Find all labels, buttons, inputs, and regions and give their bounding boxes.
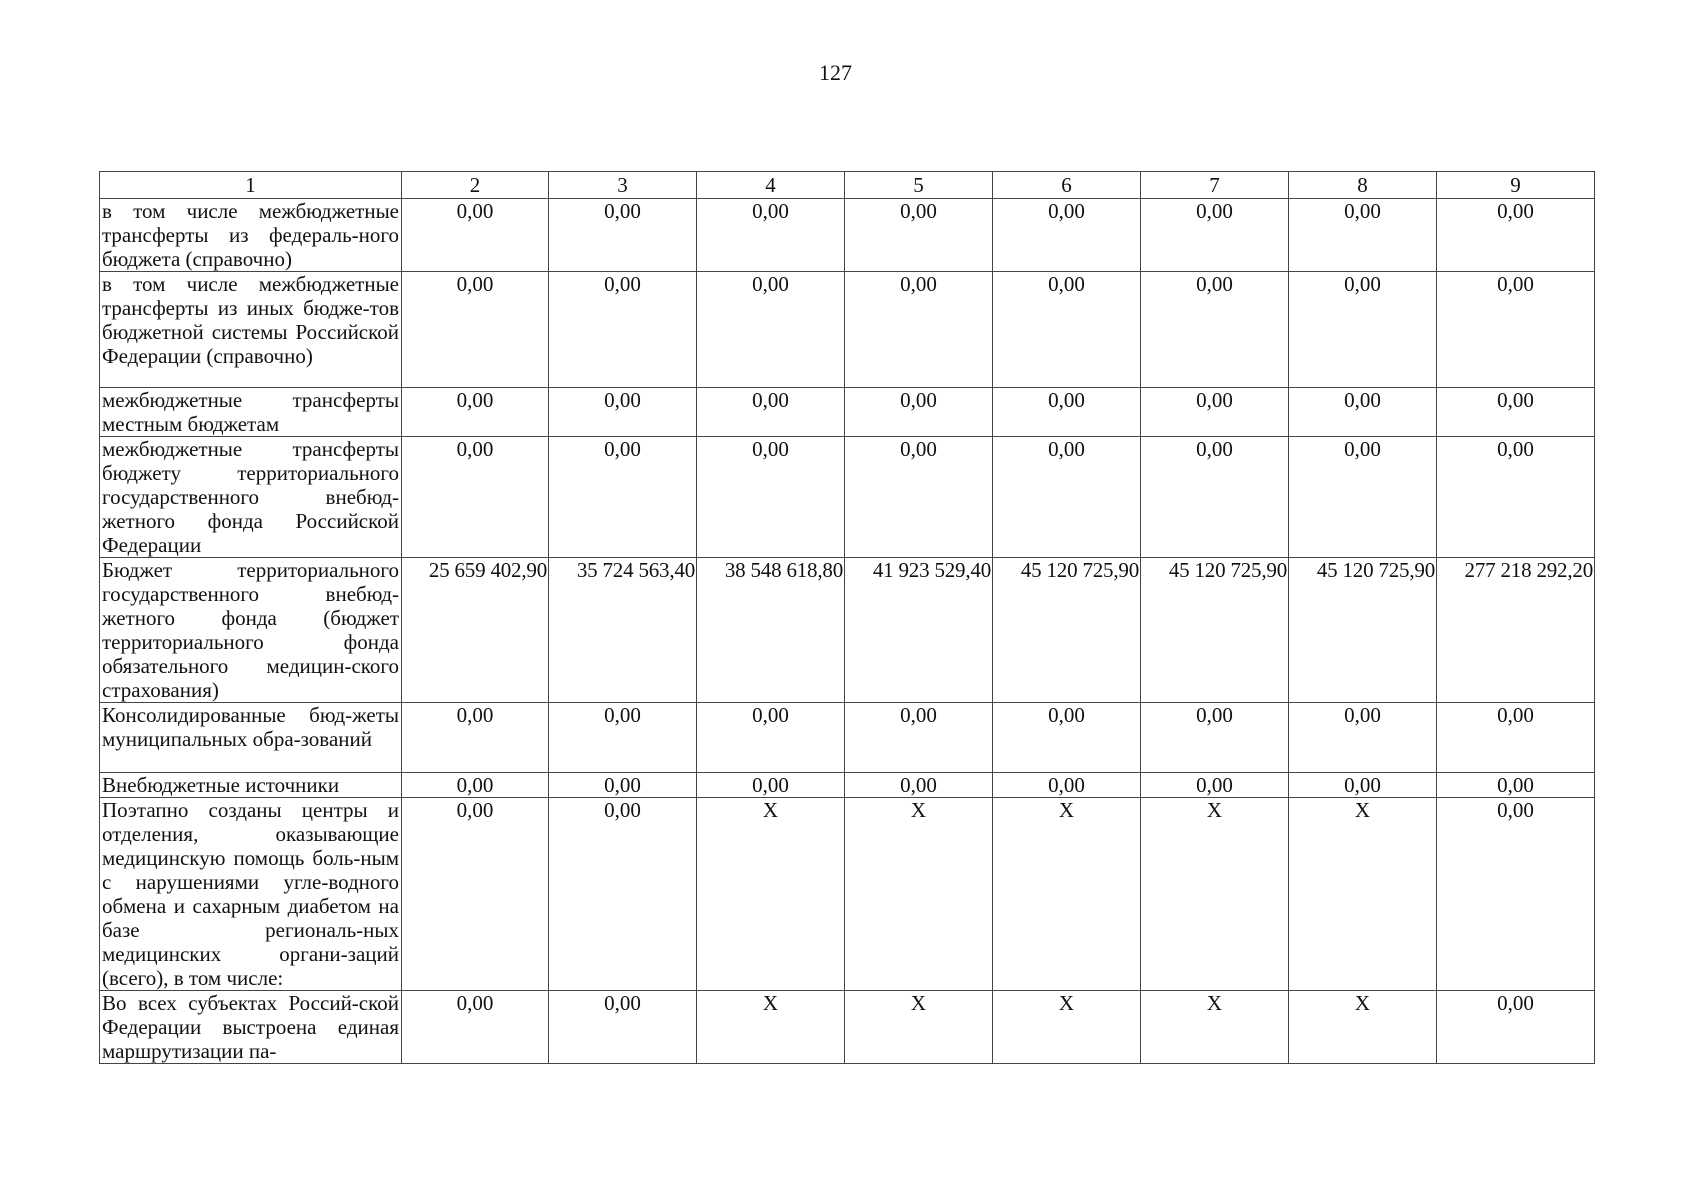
value-cell: 0,00 — [845, 272, 993, 388]
value-cell: 0,00 — [697, 437, 845, 558]
column-number: 6 — [993, 172, 1141, 199]
value-cell: 0,00 — [402, 437, 549, 558]
column-number-row — [100, 172, 1595, 199]
value-cell: 0,00 — [1437, 437, 1595, 558]
row-label: межбюджетные трансферты местным бюджетам — [100, 388, 402, 437]
value-cell: 0,00 — [845, 773, 993, 798]
value-cell: 0,00 — [993, 388, 1141, 437]
value-cell: 0,00 — [1289, 437, 1437, 558]
table-row — [100, 437, 1595, 558]
value-cell: 0,00 — [845, 703, 993, 773]
table-row — [100, 773, 1595, 798]
row-label: Внебюджетные источники — [100, 773, 402, 798]
value-cell: 0,00 — [993, 437, 1141, 558]
value-cell: 0,00 — [845, 199, 993, 272]
value-cell: 0,00 — [1437, 199, 1595, 272]
value-cell: X — [845, 798, 993, 991]
value-cell: X — [1141, 798, 1289, 991]
value-cell: X — [1141, 991, 1289, 1064]
column-number: 8 — [1289, 172, 1437, 199]
table-row — [100, 558, 1595, 703]
value-cell: 0,00 — [697, 199, 845, 272]
value-cell: 0,00 — [993, 199, 1141, 272]
table-row — [100, 991, 1595, 1064]
value-cell: 0,00 — [1437, 991, 1595, 1064]
value-cell: 0,00 — [1289, 388, 1437, 437]
value-cell: 41 923 529,40 — [845, 558, 993, 703]
value-cell: 0,00 — [697, 703, 845, 773]
value-cell: 0,00 — [402, 798, 549, 991]
value-cell: 35 724 563,40 — [549, 558, 697, 703]
table-row — [100, 703, 1595, 773]
row-label: Бюджет территориального государственного внебюд-жетного фонда (бюджет территориального фонда обязательного медицин-ского страхования) — [100, 558, 402, 703]
value-cell: 0,00 — [402, 388, 549, 437]
value-cell: 0,00 — [549, 798, 697, 991]
value-cell: 0,00 — [1289, 272, 1437, 388]
column-number: 5 — [845, 172, 993, 199]
column-number: 2 — [402, 172, 549, 199]
value-cell: X — [993, 991, 1141, 1064]
value-cell: X — [993, 798, 1141, 991]
value-cell: 0,00 — [549, 773, 697, 798]
value-cell: 0,00 — [1437, 388, 1595, 437]
row-label: Консолидированные бюд-жеты муниципальных обра-зований — [100, 703, 402, 773]
value-cell: 25 659 402,90 — [402, 558, 549, 703]
value-cell: 0,00 — [1437, 272, 1595, 388]
value-cell: 0,00 — [549, 199, 697, 272]
value-cell: 0,00 — [1289, 703, 1437, 773]
value-cell: 0,00 — [697, 773, 845, 798]
value-cell: 0,00 — [845, 388, 993, 437]
value-cell: 45 120 725,90 — [993, 558, 1141, 703]
value-cell: 0,00 — [402, 199, 549, 272]
value-cell: 0,00 — [402, 773, 549, 798]
column-number: 1 — [100, 172, 402, 199]
row-label: в том числе межбюджетные трансферты из федераль-ного бюджета (справочно) — [100, 199, 402, 272]
value-cell: 0,00 — [993, 703, 1141, 773]
column-number: 7 — [1141, 172, 1289, 199]
column-number: 4 — [697, 172, 845, 199]
budget-table — [99, 171, 1595, 1064]
table-row — [100, 199, 1595, 272]
value-cell: X — [1289, 798, 1437, 991]
value-cell: 0,00 — [1437, 703, 1595, 773]
value-cell: 0,00 — [549, 272, 697, 388]
row-label: Поэтапно созданы центры и отделения, оказывающие медицинскую помощь боль-ным с нарушениями угле-водного обмена и сахарным диабетом на базе региональ-ных медицинских органи-заций (всего), в том числе: — [100, 798, 402, 991]
value-cell: 0,00 — [1289, 773, 1437, 798]
value-cell: X — [845, 991, 993, 1064]
value-cell: 0,00 — [402, 272, 549, 388]
value-cell: 0,00 — [845, 437, 993, 558]
value-cell: 0,00 — [1141, 272, 1289, 388]
value-cell: 0,00 — [549, 437, 697, 558]
column-number: 3 — [549, 172, 697, 199]
value-cell: 0,00 — [1437, 798, 1595, 991]
table-row — [100, 388, 1595, 437]
value-cell: X — [697, 991, 845, 1064]
value-cell: 0,00 — [1289, 199, 1437, 272]
row-label: Во всех субъектах Россий-ской Федерации выстроена единая маршрутизации па- — [100, 991, 402, 1064]
value-cell: 277 218 292,20 — [1437, 558, 1595, 703]
column-number: 9 — [1437, 172, 1595, 199]
value-cell: 45 120 725,90 — [1289, 558, 1437, 703]
table-row — [100, 798, 1595, 991]
value-cell: 0,00 — [1141, 703, 1289, 773]
value-cell: 45 120 725,90 — [1141, 558, 1289, 703]
row-label: межбюджетные трансферты бюджету территориального государственного внебюд-жетного фонда Российской Федерации — [100, 437, 402, 558]
value-cell: 38 548 618,80 — [697, 558, 845, 703]
value-cell: 0,00 — [697, 272, 845, 388]
row-label: в том числе межбюджетные трансферты из иных бюдже-тов бюджетной системы Российской Федерации (справочно) — [100, 272, 402, 388]
value-cell: X — [1289, 991, 1437, 1064]
value-cell: 0,00 — [549, 991, 697, 1064]
value-cell: 0,00 — [549, 388, 697, 437]
value-cell: 0,00 — [402, 991, 549, 1064]
value-cell: 0,00 — [993, 272, 1141, 388]
value-cell: 0,00 — [549, 703, 697, 773]
value-cell: 0,00 — [1141, 773, 1289, 798]
value-cell: X — [697, 798, 845, 991]
value-cell: 0,00 — [697, 388, 845, 437]
page-number: 127 — [819, 60, 852, 85]
value-cell: 0,00 — [993, 773, 1141, 798]
value-cell: 0,00 — [402, 703, 549, 773]
value-cell: 0,00 — [1141, 199, 1289, 272]
value-cell: 0,00 — [1141, 437, 1289, 558]
table-row — [100, 272, 1595, 388]
value-cell: 0,00 — [1141, 388, 1289, 437]
value-cell: 0,00 — [1437, 773, 1595, 798]
